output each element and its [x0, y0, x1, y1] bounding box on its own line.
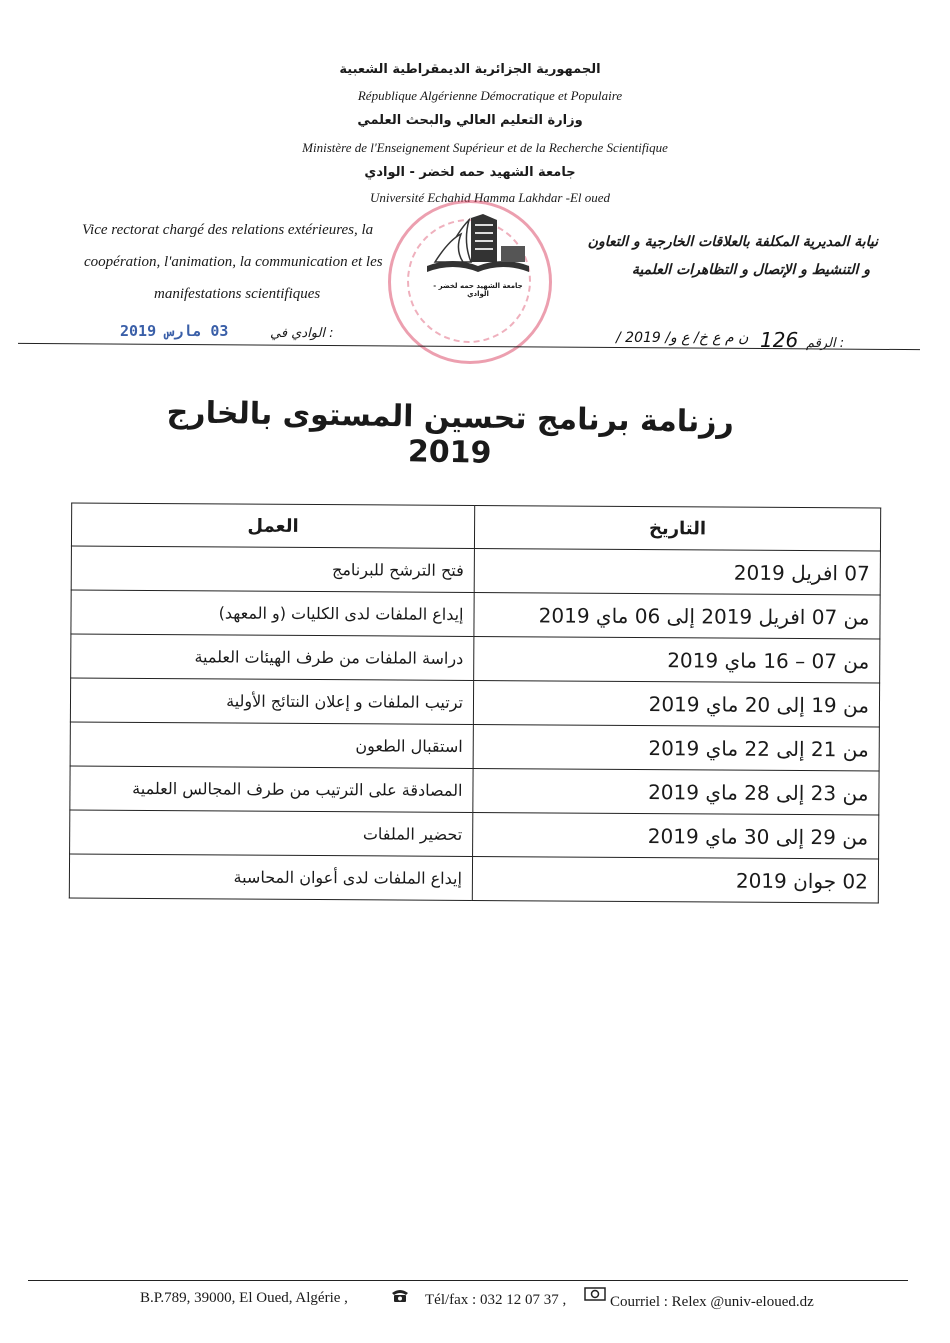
- row-task: إيداع الملفات لدى أعوان المحاسبة: [69, 854, 472, 900]
- vice-rectorate-fr-line3: manifestations scientifiques: [154, 286, 321, 302]
- logo-caption: جامعة الشهيد حمه لخضر - الوادي: [433, 282, 523, 298]
- header-republic-ar: الجمهورية الجزائرية الديمقراطية الشعبية: [339, 62, 601, 77]
- footer-address: B.P.789, 39000, El Oued, Algérie ,: [140, 1290, 348, 1306]
- vice-rectorate-ar-line1: نيابة المديرية المكلفة بالعلاقات الخارجية و التعاون: [587, 234, 878, 250]
- table-row: [69, 854, 878, 903]
- vice-rectorate-fr-line2: coopération, l'animation, la communication et les: [84, 254, 383, 270]
- table-row: [70, 678, 879, 727]
- row-task: إيداع الملفات لدى الكليات (و المعهد): [71, 590, 474, 636]
- table-row: [71, 634, 880, 683]
- header-university-ar: جامعة الشهيد حمه لخضر - الوادي: [364, 165, 576, 180]
- number-label: الرقم :: [806, 336, 845, 351]
- phone-icon: [390, 1287, 410, 1303]
- table-row: [71, 546, 880, 595]
- row-date: من 29 إلى 30 ماي 2019: [473, 812, 879, 858]
- schedule-table: [69, 503, 881, 904]
- row-task: ترتيب الملفات و إعلان النتائج الأولية: [70, 678, 473, 724]
- header-ministry-ar: وزارة التعليم العالي والبحث العلمي: [357, 113, 583, 128]
- row-date: من 23 إلى 28 ماي 2019: [473, 768, 879, 814]
- table-header-row: [71, 503, 880, 551]
- row-date: من 19 إلى 20 ماي 2019: [473, 680, 879, 726]
- vice-rectorate-ar: [560, 228, 878, 284]
- row-date: من 07 – 16 ماي 2019: [474, 636, 880, 682]
- row-date: من 07 افريل 2019 إلى 06 ماي 2019: [474, 592, 880, 638]
- row-task: دراسة الملفات من طرف الهيئات العلمية: [71, 634, 474, 680]
- table-row: [70, 810, 879, 859]
- vice-rectorate-ar-line2: و التنشيط و الإتصال و التظاهرات العلمية: [631, 262, 870, 278]
- column-header-task: العمل: [71, 503, 474, 548]
- footer-email: Courriel : Relex @univ-eloued.dz: [610, 1294, 814, 1310]
- header-ministry-fr: Ministère de l'Enseignement Supérieur et de la Recherche Scientifique: [302, 140, 668, 155]
- mail-icon: [584, 1286, 606, 1302]
- row-date: من 21 إلى 22 ماي 2019: [473, 724, 879, 770]
- row-task: استقبال الطعون: [70, 722, 473, 768]
- received-date-stamp: 03 مارس 2019: [120, 322, 229, 340]
- place-label: الوادي في :: [270, 326, 334, 341]
- row-task: المصادقة على الترتيب من طرف المجالس العلمية: [70, 766, 473, 812]
- header-university-fr: Université Echahid Hamma Lakhdar -El oued: [369, 190, 611, 205]
- page-title: رزنامة برنامج تحسين المستوى بالخارج 2019: [166, 395, 735, 471]
- table-row: [70, 722, 879, 771]
- column-header-date: التاريخ: [474, 505, 880, 550]
- row-date: 07 افريل 2019: [474, 548, 880, 594]
- footer-phone: Tél/fax : 032 12 07 37 ,: [425, 1292, 567, 1308]
- header-republic-fr: République Algérienne Démocratique et Populaire: [357, 88, 623, 103]
- number-value: 126: [760, 328, 799, 352]
- vice-rectorate-fr: [82, 214, 412, 310]
- footer-divider: [28, 1280, 908, 1281]
- table-row: [71, 590, 880, 639]
- number-suffix: / ن م ع خ/ ع و/ 2019: [616, 330, 749, 346]
- row-date: 02 جوان 2019: [472, 856, 878, 902]
- table-row: [70, 766, 879, 815]
- row-task: تحضير الملفات: [70, 810, 473, 856]
- row-task: فتح الترشح للبرنامج: [71, 546, 474, 592]
- vice-rectorate-fr-line1: Vice rectorat chargé des relations extérieures, la: [82, 222, 374, 238]
- university-logo: [423, 212, 533, 290]
